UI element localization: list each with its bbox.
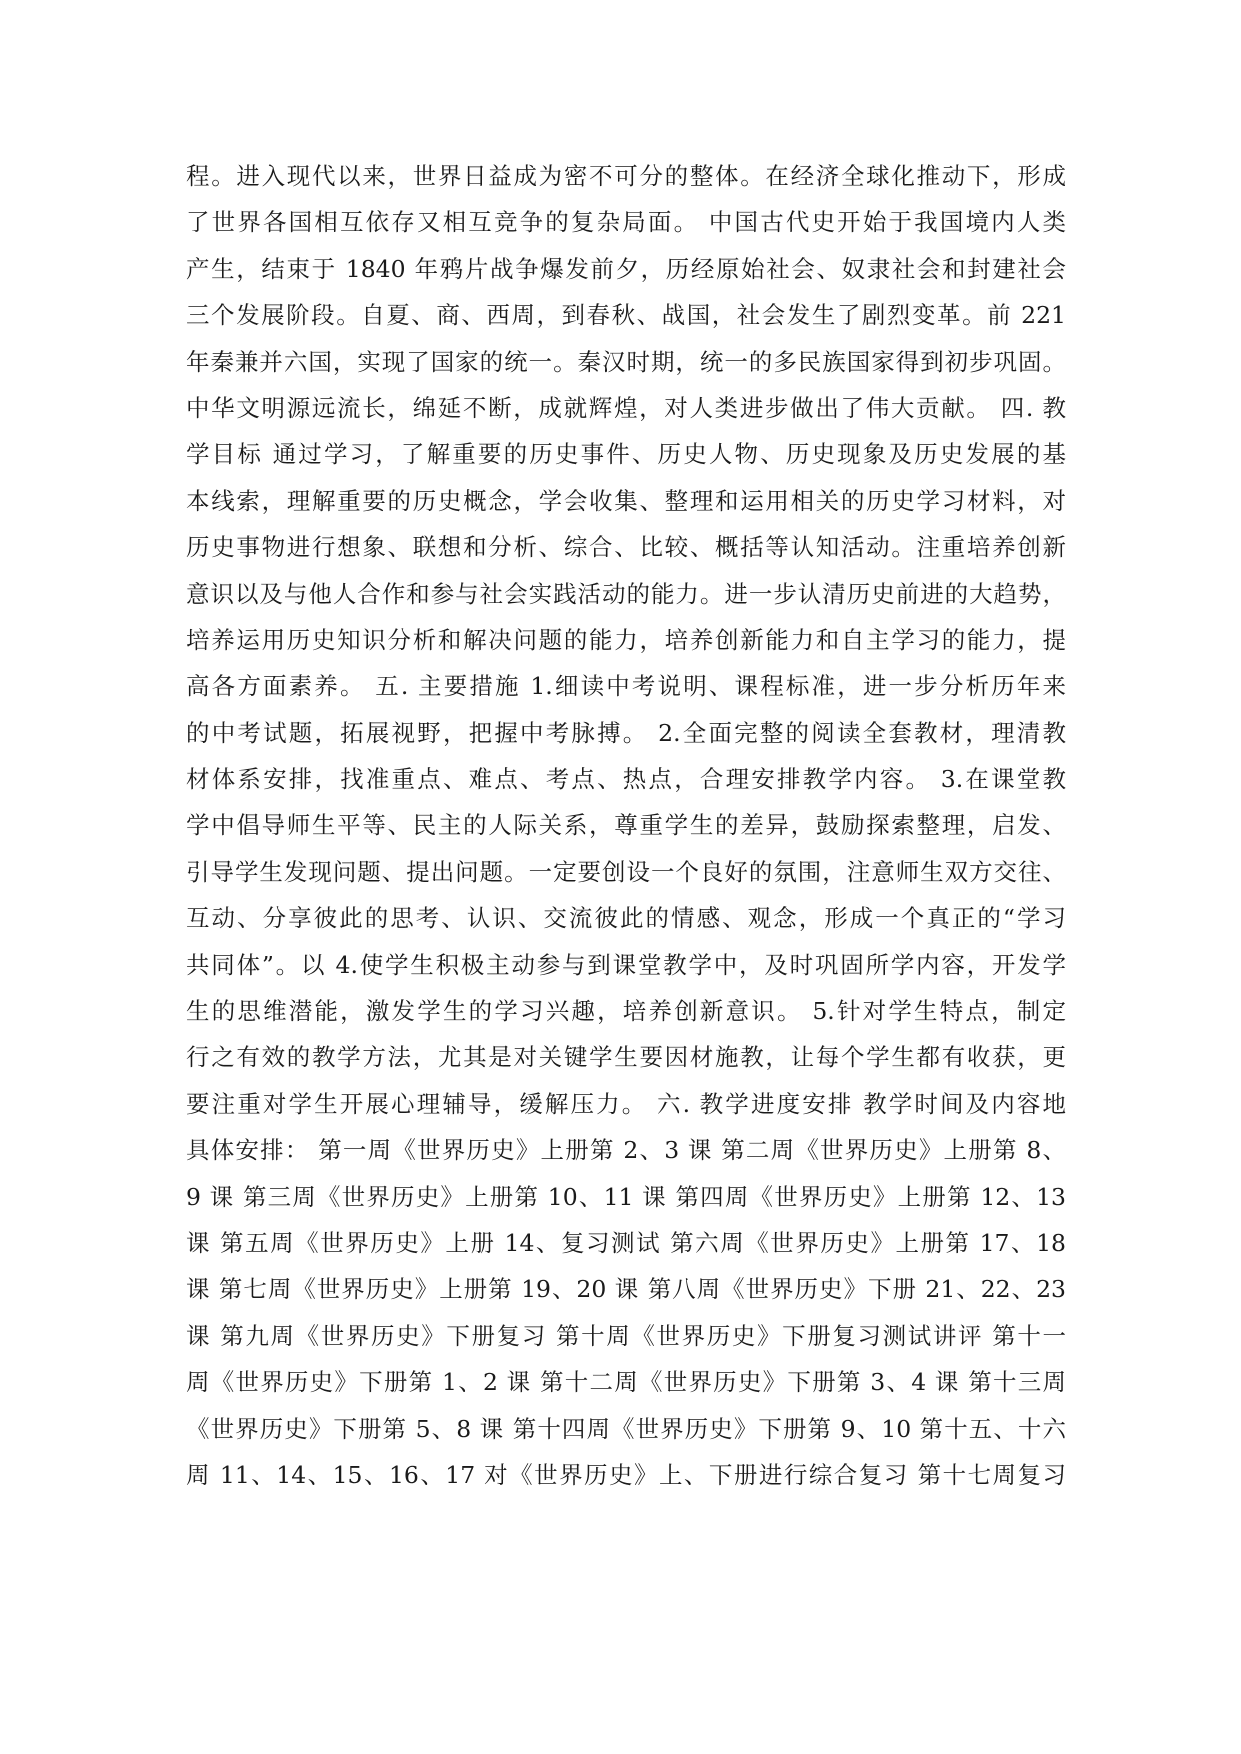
text-line: 历史事物进行想象、联想和分析、综合、比较、概括等认知活动。注重培养创新 [186,533,1066,562]
body-text [186,153,1066,1498]
text-line: 课 第七周《世界历史》上册第 19、20 课 第八周《世界历史》下册 21、22、23 [186,1275,1066,1304]
text-line: 课 第九周《世界历史》下册复习 第十周《世界历史》下册复习测试讲评 第十一 [186,1321,1066,1350]
text-line: 9 课 第三周《世界历史》上册第 10、11 课 第四周《世界历史》上册第 12、13 [186,1182,1066,1211]
text-line: 了世界各国相互依存又相互竞争的复杂局面。 中国古代史开始于我国境内人类 [186,208,1066,237]
text-line: 培养运用历史知识分析和解决问题的能力，培养创新能力和自主学习的能力，提 [186,625,1066,654]
text-line: 要注重对学生开展心理辅导，缓解压力。 六. 教学进度安排 教学时间及内容地 [186,1089,1066,1118]
text-line: 具体安排： 第一周《世界历史》上册第 2、3 课 第二周《世界历史》上册第 8、 [186,1136,1066,1165]
text-line: 本线索，理解重要的历史概念，学会收集、整理和运用相关的历史学习材料，对 [186,486,1066,515]
text-line: 意识以及与他人合作和参与社会实践活动的能力。进一步认清历史前进的大趋势， [186,579,1066,608]
text-line: 引导学生发现问题、提出问题。一定要创设一个良好的氛围，注意师生双方交往、 [186,857,1066,886]
text-line: 三个发展阶段。自夏、商、西周，到春秋、战国，社会发生了剧烈变革。前 221 [186,301,1066,330]
text-line: 高各方面素养。 五. 主要措施 1.细读中考说明、课程标准，进一步分析历年来 [186,672,1066,701]
text-line: 学目标 通过学习，了解重要的历史事件、历史人物、历史现象及历史发展的基 [186,440,1066,469]
text-line: 年秦兼并六国，实现了国家的统一。秦汉时期，统一的多民族国家得到初步巩固。 [186,347,1066,376]
text-line: 材体系安排，找准重点、难点、考点、热点，合理安排教学内容。 3.在课堂教 [186,765,1066,794]
text-line: 学中倡导师生平等、民主的人际关系，尊重学生的差异，鼓励探索整理，启发、 [186,811,1066,840]
text-line: 周 11、14、15、16、17 对《世界历史》上、下册进行综合复习 第十七周复习 [186,1460,1066,1489]
text-line: 共同体”。以 4.使学生积极主动参与到课堂教学中，及时巩固所学内容，开发学 [186,950,1066,979]
text-line: 产生，结束于 1840 年鸦片战争爆发前夕，历经原始社会、奴隶社会和封建社会 [186,254,1066,283]
text-line: 《世界历史》下册第 5、8 课 第十四周《世界历史》下册第 9、10 第十五、十六 [186,1414,1066,1443]
text-line: 互动、分享彼此的思考、认识、交流彼此的情感、观念，形成一个真正的“学习 [186,904,1066,933]
text-line: 中华文明源远流长，绵延不断，成就辉煌，对人类进步做出了伟大贡献。 四. 教 [186,393,1066,422]
text-line: 生的思维潜能，激发学生的学习兴趣，培养创新意识。 5.针对学生特点，制定 [186,997,1066,1026]
text-line: 行之有效的教学方法，尤其是对关键学生要因材施教，让每个学生都有收获，更 [186,1043,1066,1072]
text-line: 程。进入现代以来，世界日益成为密不可分的整体。在经济全球化推动下，形成 [186,162,1066,190]
text-line: 周《世界历史》下册第 1、2 课 第十二周《世界历史》下册第 3、4 课 第十三周 [186,1368,1066,1397]
text-line: 的中考试题，拓展视野，把握中考脉搏。 2.全面完整的阅读全套教材，理清教 [186,718,1066,747]
text-line: 课 第五周《世界历史》上册 14、复习测试 第六周《世界历史》上册第 17、18 [186,1228,1066,1257]
